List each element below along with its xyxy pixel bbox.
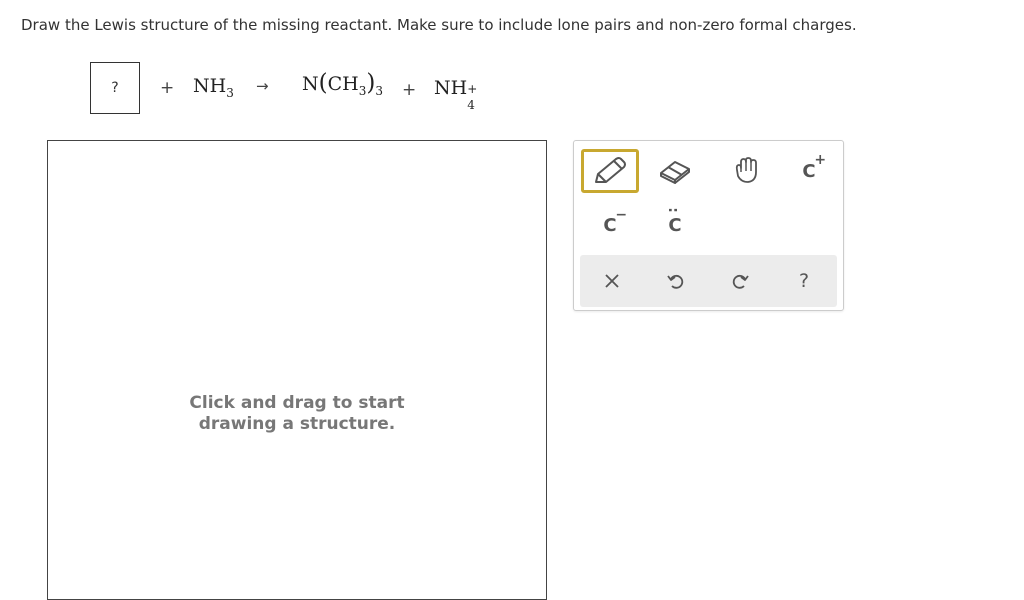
ammonium-charge: + [467,82,478,96]
ammonia-formula [193,75,234,100]
pan-hand-tool[interactable] [718,149,776,193]
pencil-tool[interactable] [581,149,639,193]
tma-ch-sub: 3 [358,83,367,98]
plus-sign-2: + [402,80,417,100]
reaction-equation [0,0,1024,130]
drawing-toolbar [573,140,844,311]
reaction-arrow: → [256,77,269,95]
missing-reactant-label: ? [111,80,119,96]
drawing-canvas[interactable] [47,140,547,600]
trimethylamine-formula [302,70,383,98]
ammonium-base: NH [434,77,468,99]
question-text: Draw the Lewis structure of the missing reactant. Make sure to include lone pairs and non-zero formal charges. [21,16,857,34]
carbon-negative-icon: C − [603,206,628,236]
tma-ch: CH [327,73,359,95]
actions-bar [580,255,837,307]
ammonium-formula [434,77,478,112]
pencil-icon [588,156,632,186]
ammonia-sub: 3 [226,85,234,100]
redo-icon [730,271,750,291]
close-icon [604,273,620,289]
redo-button[interactable] [712,259,768,303]
lone-pair-tool[interactable] [646,203,704,247]
eraser-icon [655,157,695,185]
plus-sign-1: + [160,78,175,98]
help-button[interactable] [776,259,832,303]
missing-reactant-box[interactable] [90,62,140,114]
canvas-hint-line-2: drawing a structure. [198,414,396,434]
ammonia-base: NH [193,75,227,97]
ammonium-sub: 4 [467,98,475,112]
undo-button[interactable] [648,259,704,303]
canvas-hint-line-1: Click and drag to start [189,393,405,413]
carbon-negative-tool[interactable] [581,203,639,247]
hand-icon [730,156,764,186]
clear-button[interactable] [584,259,640,303]
eraser-tool[interactable] [646,149,704,193]
carbon-positive-icon: C + [802,151,827,182]
tma-outer-sub: 3 [375,83,383,98]
lone-pair-icon: C : [665,206,682,236]
tma-paren-open: ( [318,70,328,96]
undo-icon [666,271,686,291]
canvas-hint [48,393,546,435]
help-icon: ? [798,270,810,292]
tma-n: N [302,73,319,95]
carbon-positive-tool[interactable] [780,149,838,193]
tma-paren-close: ) [366,70,376,96]
